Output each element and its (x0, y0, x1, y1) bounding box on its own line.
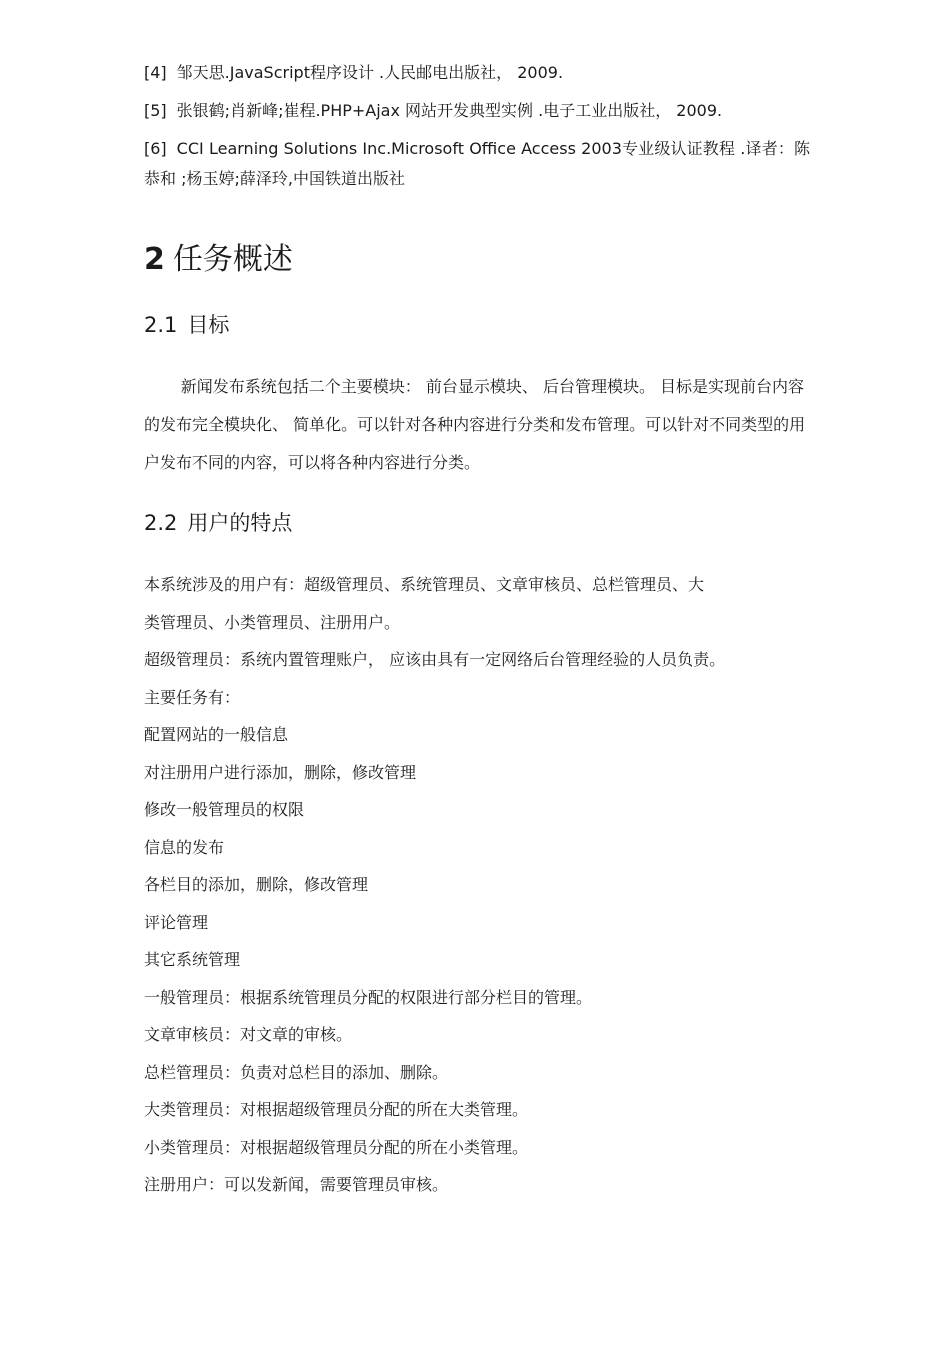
text-line: 总栏管理员：负责对总栏目的添加、删除。 (144, 1062, 449, 1082)
text-line: 大类管理员：对根据超级管理员分配的所在大类管理。 (144, 1100, 529, 1119)
text-line: 注册用户：可以发新闻，需要管理员审核。 (144, 1175, 449, 1194)
reference-item: [5] 张银鹤;肖新峰;崔程.PHP+Ajax 网站开发典型实例 .电子工业出版社， 2009. (144, 101, 723, 120)
text-line: 各栏目的添加，删除，修改管理 (144, 875, 369, 894)
intro-line: 类管理员、小类管理员、注册用户。 (144, 612, 401, 632)
user-characteristics-body (144, 566, 810, 1204)
section-heading: 2 任务概述 (144, 242, 293, 277)
reference-list (144, 58, 810, 194)
subsection-heading-goals: 2.1 目标 (144, 313, 230, 337)
text-line: 超级管理员：系统内置管理账户， 应该由具有一定网络后台管理经验的人员负责。 (144, 650, 726, 669)
text-line: 小类管理员：对根据超级管理员分配的所在小类管理。 (144, 1137, 529, 1157)
text-line: 一般管理员：根据系统管理员分配的权限进行部分栏目的管理。 (144, 987, 593, 1007)
document-page (144, 58, 810, 1204)
text-line: 文章审核员：对文章的审核。 (144, 1025, 353, 1044)
text-line: 其它系统管理 (144, 950, 241, 969)
text-line: 修改一般管理员的权限 (144, 800, 305, 819)
intro-line: 本系统涉及的用户有：超级管理员、系统管理员、文章审核员、总栏管理员、大 (144, 575, 705, 594)
reference-item: [4] 邹天思.JavaScript程序设计 .人民邮电出版社， 2009. (144, 63, 564, 82)
text-line: 评论管理 (144, 912, 209, 932)
text-line: 对注册用户进行添加，删除，修改管理 (144, 762, 417, 782)
text-line: 信息的发布 (144, 837, 225, 857)
subsection-heading-user-characteristics: 2.2 用户的特点 (144, 511, 293, 535)
text-line: 主要任务有： (144, 687, 241, 707)
reference-item: [6] CCI Learning Solutions Inc.Microsoft Office Access 2003专业级认证教程 .译者：陈恭和 ;杨玉婷;薛泽玲,中国铁道出版社 (144, 139, 810, 188)
goals-paragraph: 新闻发布系统包括二个主要模块： 前台显示模块、 后台管理模块。 目标是实现前台内容的发布完全模块化、 简单化。可以针对各种内容进行分类和发布管理。可以针对不同类型的用户发布不同的内容，可以将各种内容进行分类。 (144, 377, 806, 472)
text-line: 配置网站的一般信息 (144, 725, 289, 744)
